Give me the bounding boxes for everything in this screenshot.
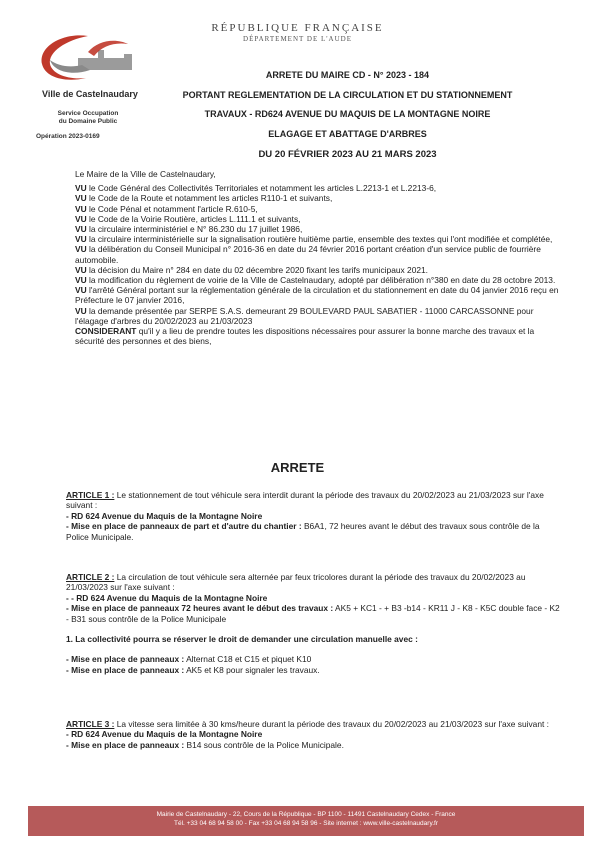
title-line-1: ARRETE DU MAIRE CD - N° 2023 - 184	[265, 70, 430, 80]
title-line-5: DU 20 FÉVRIER 2023 AU 21 MARS 2023	[258, 149, 437, 160]
title-line-3: TRAVAUX - RD624 AVENUE DU MAQUIS DE LA MONTAGNE NOIRE	[204, 109, 491, 119]
article-1-road: - RD 624 Avenue du Maquis de la Montagne Noire	[66, 510, 263, 521]
footer-contact: Tél. +33 04 68 94 58 00 - Fax +33 04 68 94 58 96 - Site internet : www.ville-castelnaudary.fr	[173, 820, 438, 827]
article-2-manual-1: - Mise en place de panneaux : Alternat C18 et C15 et piquet K10	[66, 654, 312, 665]
article-3-road: - RD 624 Avenue du Maquis de la Montagne Noire	[66, 729, 263, 740]
vu-item: VU la circulaire interministérielle sur la signalisation routière huitième partie, ensemble des textes qui l'ont modifiée et complétée,	[75, 234, 553, 245]
footer	[28, 810, 584, 828]
operation-number: Opération 2023-0169	[36, 133, 100, 140]
article-3-panels: - Mise en place de panneaux : B14 sous contrôle de la Police Municipale.	[66, 739, 344, 750]
article-2-collectivite: 1. La collectivité pourra se réserver le droit de demander une circulation manuelle avec :	[66, 634, 418, 645]
vu-item: VU la modification du règlement de voirie de la Ville de Castelnaudary, adopté par délibération n°380 en date du 28 octobre 2013.	[75, 275, 556, 286]
article-3-intro: ARTICLE 3 : La vitesse sera limitée à 30 kms/heure durant la période des travaux du 20/02/2023 au 21/03/2023 sur l'axe suivant :	[66, 719, 549, 729]
preamble-intro: Le Maire de la Ville de Castelnaudary,	[75, 169, 216, 179]
article-1-intro: ARTICLE 1 : Le stationnement de tout véhicule sera interdit durant la période des travaux du 20/02/2023 au 21/03/2023 sur l'axe suivant :	[66, 490, 544, 511]
vu-item: VU le Code Général des Collectivités Territoriales et notamment les articles L.2213-1 et L.2213-6,	[75, 183, 437, 194]
vu-item: VU le Code Pénal et notamment l'article R.610-5,	[75, 203, 258, 214]
title-line-2: PORTANT REGLEMENTATION DE LA CIRCULATION ET DU STATIONNEMENT	[182, 90, 513, 100]
vu-item: VU la décision du Maire n° 284 en date du 02 décembre 2020 fixant les tarifs municipaux 2021.	[75, 264, 428, 275]
vu-item: VU la délibération du Conseil Municipal n° 2016-36 en date du 24 février 2016 portant création d'un service public de fourrière automobile.	[75, 244, 541, 265]
service-line-2: du Domaine Public	[58, 118, 118, 125]
article-2-manual-2: - Mise en place de panneaux : AK5 et K8 pour signaler les travaux.	[66, 664, 320, 675]
vu-item: VU l'arrêté Général portant sur la réglementation générale de la circulation et du stationnement en date du 04 janvier 2016 reçu en Préfecture le 07 janvier 2016,	[75, 285, 559, 306]
article-2-road: - - RD 624 Avenue du Maquis de la Montagne Noire	[66, 592, 268, 603]
departement-label: DÉPARTEMENT DE L'AUDE	[243, 35, 352, 43]
republique-francaise: RÉPUBLIQUE FRANÇAISE	[211, 22, 384, 34]
vu-item: VU le Code de la Route et notamment les articles R110-1 et suivants,	[75, 193, 333, 204]
footer-address: Mairie de Castelnaudary - 22, Cours de la République - BP 1100 - 11491 Castelnaudary Cedex - France	[156, 811, 456, 818]
vu-item: VU le Code de la Voirie Routière, articles L.111.1 et suivants,	[75, 213, 301, 224]
arrete-heading: ARRETE	[270, 460, 325, 475]
article-2-intro: ARTICLE 2 : La circulation de tout véhicule sera alternée par feux tricolores durant la période des travaux du 20/02/2023 au 21/03/2023 sur l'axe suivant :	[66, 572, 526, 593]
article-2	[66, 572, 561, 675]
article-2-panels: - Mise en place de panneaux 72 heures avant le début des travaux : AK5 + KC1 - + B3 -b14 - KR11 J - K8 - K5C double face - K2 - B31 sous contrôle de la Police Municipale	[66, 603, 560, 624]
article-1-panels: - Mise en place de panneaux de part et d'autre du chantier : B6A1, 72 heures avant le début des travaux sous contrôle de la Police Municipale.	[66, 521, 540, 542]
service-line-1: Service Occupation	[57, 110, 119, 117]
considerant-item: CONSIDERANT qu'il y a lieu de prendre toutes les dispositions nécessaires pour assurer la bonne marche des travaux et la sécurité des personnes et des biens,	[75, 326, 535, 347]
service-label	[28, 110, 148, 126]
title-line-4: ELAGAGE ET ABATTAGE D'ARBRES	[268, 129, 427, 139]
article-3	[66, 719, 561, 750]
article-1	[66, 490, 561, 542]
preamble	[75, 169, 560, 346]
vu-item: VU la demande présentée par SERPE S.A.S. demeurant 29 BOULEVARD PAUL SABATIER - 11000 CARCASSONNE pour l'élagage d'arbres du 20/02/2023 au 21/03/2023	[75, 305, 534, 326]
city-name: Ville de Castelnaudary	[42, 89, 138, 99]
castelnaudary-logo-icon	[28, 30, 148, 90]
vu-item: VU la circulaire interministériel e N° 86.230 du 17 juillet 1986,	[75, 224, 303, 235]
